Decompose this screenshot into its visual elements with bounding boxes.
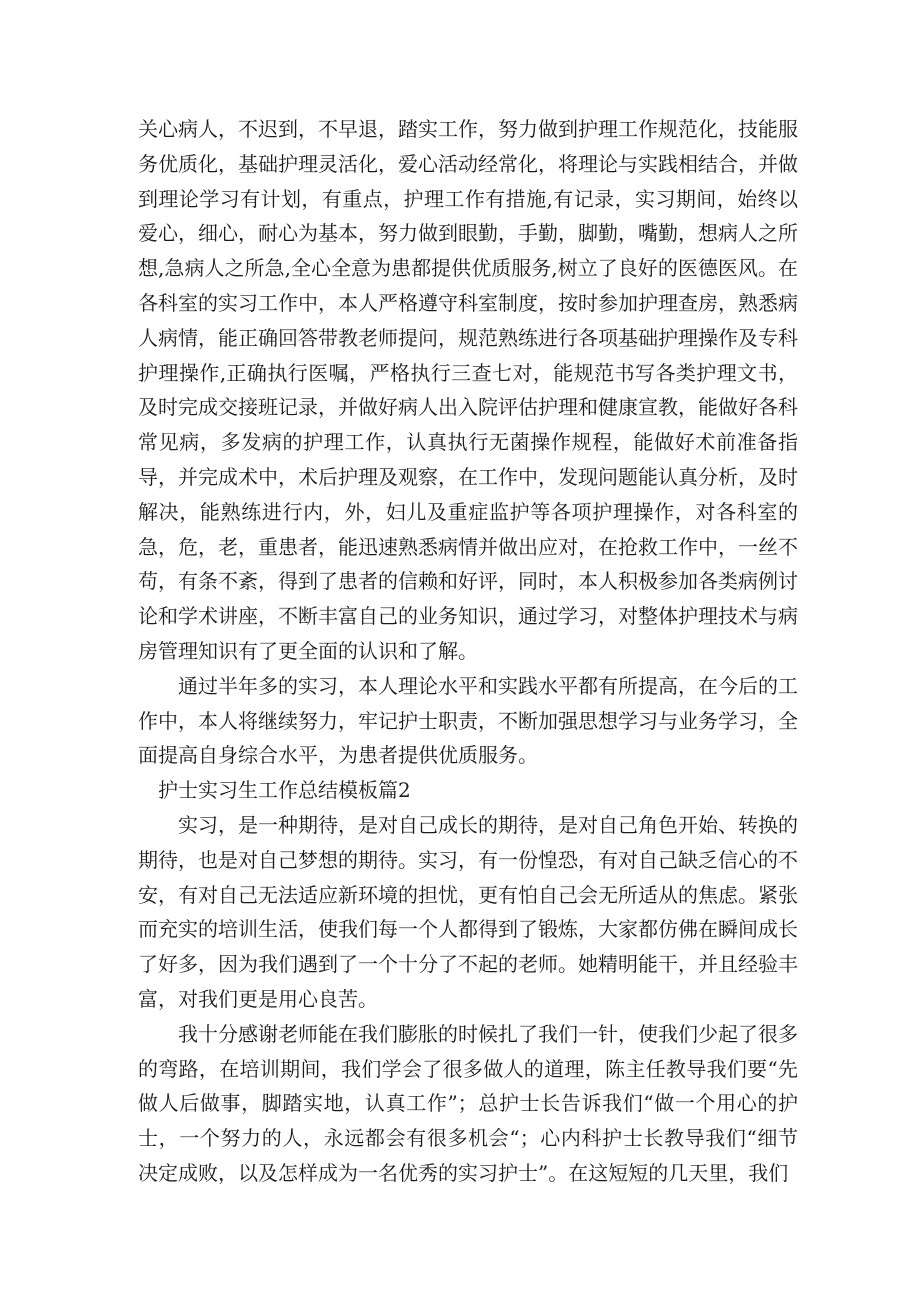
paragraph-1: 关心病人，不迟到，不早退，踏实工作，努力做到护理工作规范化，技能服务优质化，基础护理灵活化，爱心活动经常化，将理论与实践相结合，并做到理论学习有计划，有重点，护理工作有措施,有记录，实习期间，始终以爱心，细心，耐心为基本，努力做到眼勤，手勤，脚勤，嘴勤，想病人之所想,急病人之所急,全心全意为患都提供优质服务,树立了良好的医德医风。在各科室的实习工作中，本人严格遵守科室制度，按时参加护理查房，熟悉病人病情，能正确回答带教老师提问，规范熟练进行各项基础护理操作及专科护理操作,正确执行医嘱，严格执行三查七对，能规范书写各类护理文书，及时完成交接班记录，并做好病人出入院评估护理和健康宣教，能做好各科常见病，多发病的护理工作，认真执行无菌操作规程，能做好术前准备指导，并完成术中，术后护理及观察，在工作中，发现问题能认真分析，及时解决，能熟练进行内，外，妇儿及重症监护等各项护理操作，对各科室的急，危，老，重患者，能迅速熟悉病情并做出应对，在抢救工作中，一丝不苟，有条不紊，得到了患者的信赖和好评，同时，本人积极参加各类病例讨论和学术讲座，不断丰富自己的业务知识，通过学习，对整体护理技术与病房管理知识有了更全面的认识和了解。 <box>138 117 798 663</box>
document-page <box>138 112 798 1191</box>
paragraph-3: 实习，是一种期待，是对自己成长的期待，是对自己角色开始、转换的期待，也是对自己梦想的期待。实习，有一份惶恐，有对自己缺乏信心的不安，有对自己无法适应新环境的担忧，更有怕自己会无所适从的焦虑。紧张而充实的培训生活，使我们每一个人都得到了锻炼，大家都仿佛在瞬间成长了好多，因为我们遇到了一个十分了不起的老师。她精明能干，并且经验丰富，对我们更是用心良苦。 <box>138 812 798 1011</box>
paragraph-4: 我十分感谢老师能在我们膨胀的时候扎了我们一针，使我们少起了很多的弯路，在培训期间，我们学会了很多做人的道理，陈主任教导我们要“先做人后做事，脚踏实地，认真工作”；总护士长告诉我们“做一个用心的护士，一个努力的人，永远都会有很多机会“；心内科护士长教导我们“细节决定成败，以及怎样成为一名优秀的实习护士”。在这短短的几天里，我们 <box>138 1021 798 1185</box>
paragraph-2: 通过半年多的实习，本人理论水平和实践水平都有所提高，在今后的工作中，本人将继续努力，牢记护士职责，不断加强思想学习与业务学习，全面提高自身综合水平，为患者提供优质服务。 <box>138 673 798 768</box>
section-heading: 护士实习生工作总结模板篇2 <box>158 778 411 803</box>
